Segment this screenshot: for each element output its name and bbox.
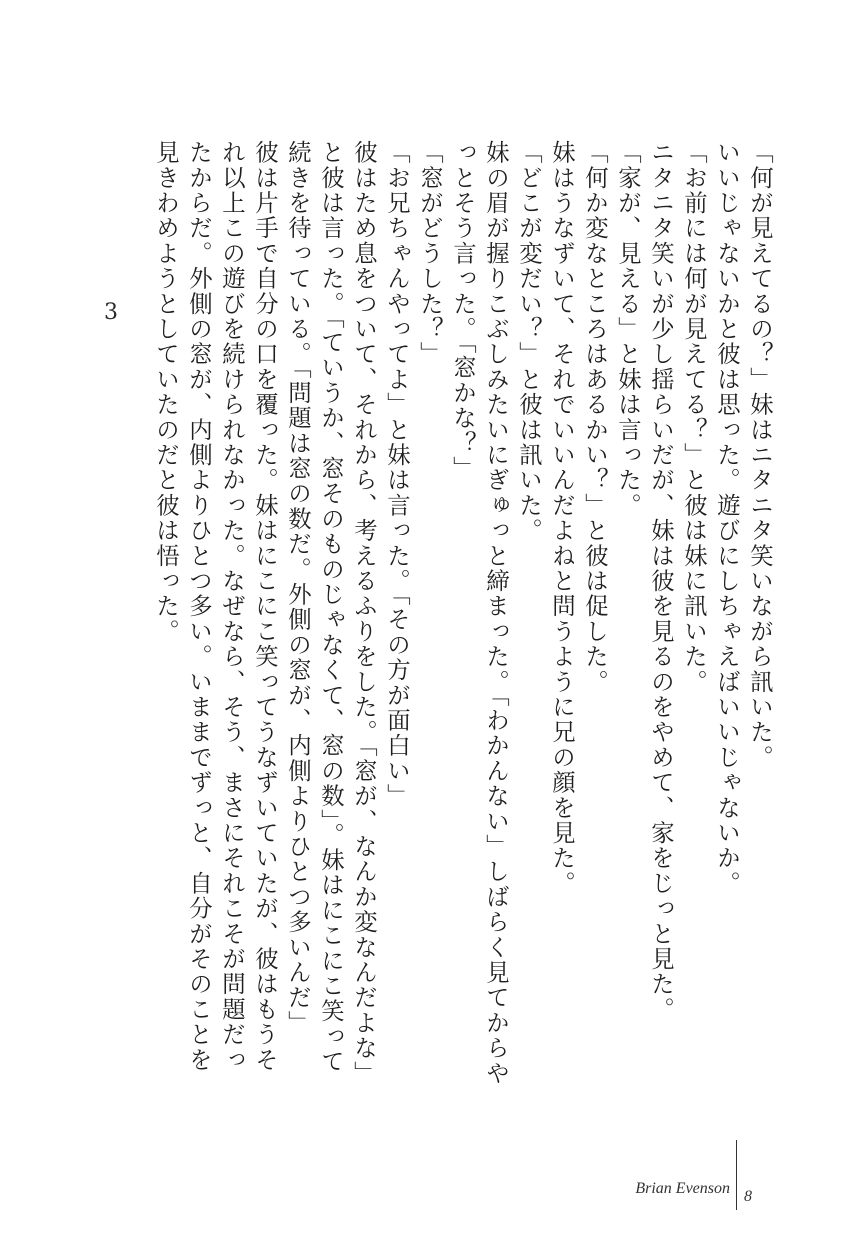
paragraph: 「何か変なところはあるかい？」と彼は促した。 <box>581 140 609 695</box>
paragraph: 「何が見えてるの？」妹はニタニタ笑いながら訊いた。 <box>746 140 774 770</box>
paragraph: 「どこが変だい？」と彼は訊いた。 <box>515 140 543 544</box>
paragraph: 「お前には何が見えてる？」と彼は妹に訊いた。 <box>680 140 708 695</box>
chapter-number: 3 <box>104 300 118 325</box>
paragraph: 「家が、見える」と妹は言った。 <box>614 140 642 518</box>
footer-author: Brian Evenson <box>635 1180 730 1197</box>
paragraph: 妹はうなずいて、それでいいんだよねと問うように兄の顔を見た。 <box>548 140 576 896</box>
paragraph: ニタニタ笑いが少し揺らいだが、妹は彼を見るのをやめて、家をじっと見た。 <box>647 140 675 1022</box>
paragraph: 妹の眉が握りこぶしみたいにぎゅっと締まった。「わかんない」しばらく見てからやっとそう言った。「窓かな？」 <box>449 140 510 1086</box>
paragraph: 「お兄ちゃんやってよ」と妹は言った。「その方が面白い」 <box>383 140 411 809</box>
paragraph: 「窓がどうした？」 <box>416 140 444 367</box>
page-number: 8 <box>744 1188 752 1205</box>
paragraph: 彼はため息をついて、それから、考えるふりをした。「窓が、なんか変なんだよな」と彼は言った。「ていうか、窓そのものじゃなくて、窓の数」。妹はにこにこ笑って続きを待っている。「問題は窓の数だ。外側の窓が、内側よりひとつ多いんだ」 <box>284 140 378 1086</box>
paragraph: いいじゃないかと彼は思った。遊びにしちゃえばいいじゃないか。 <box>713 140 741 896</box>
footer-divider <box>736 1140 737 1210</box>
story-text <box>152 140 776 1090</box>
paragraph: 彼は片手で自分の口を覆った。妹はにこにこ笑ってうなずいていたが、彼はもうそれ以上この遊びを続けられなかった。なぜなら、そう、まさにそれこそが問題だったからだ。外側の窓が、内側よりひとつ多い。いままでずっと、自分がそのことを見きわめようとしていたのだと彼は悟った。 <box>152 140 279 1073</box>
